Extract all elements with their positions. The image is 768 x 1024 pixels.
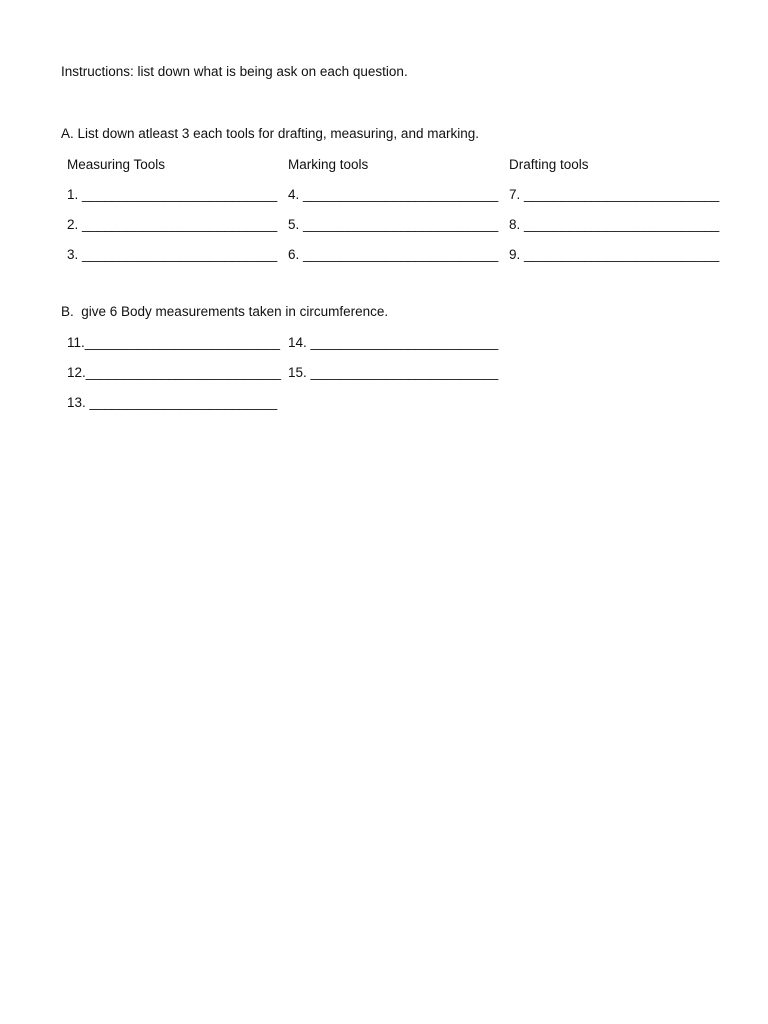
measuring-tools-header: Measuring Tools [67, 157, 166, 172]
answer-line-9: 9. __________________________ [509, 247, 720, 262]
answer-line-13: 13. _________________________ [67, 395, 278, 410]
answer-line-15: 15. _________________________ [288, 365, 499, 380]
answer-line-7: 7. __________________________ [509, 187, 720, 202]
answer-line-11: 11.__________________________ [67, 335, 280, 350]
section-b-heading: B. give 6 Body measurements taken in circumference. [61, 304, 389, 319]
instructions-text: Instructions: list down what is being ask on each question. [61, 64, 408, 79]
answer-line-4: 4. __________________________ [288, 187, 499, 202]
answer-line-1: 1. __________________________ [67, 187, 278, 202]
answer-line-5: 5. __________________________ [288, 217, 499, 232]
answer-line-6: 6. __________________________ [288, 247, 499, 262]
answer-line-8: 8. __________________________ [509, 217, 720, 232]
section-a-heading: A. List down atleast 3 each tools for drafting, measuring, and marking. [61, 126, 479, 141]
marking-tools-header: Marking tools [288, 157, 369, 172]
drafting-tools-header: Drafting tools [509, 157, 589, 172]
answer-line-14: 14. _________________________ [288, 335, 499, 350]
answer-line-12: 12.__________________________ [67, 365, 281, 380]
answer-line-3: 3. __________________________ [67, 247, 278, 262]
answer-line-2: 2. __________________________ [67, 217, 278, 232]
